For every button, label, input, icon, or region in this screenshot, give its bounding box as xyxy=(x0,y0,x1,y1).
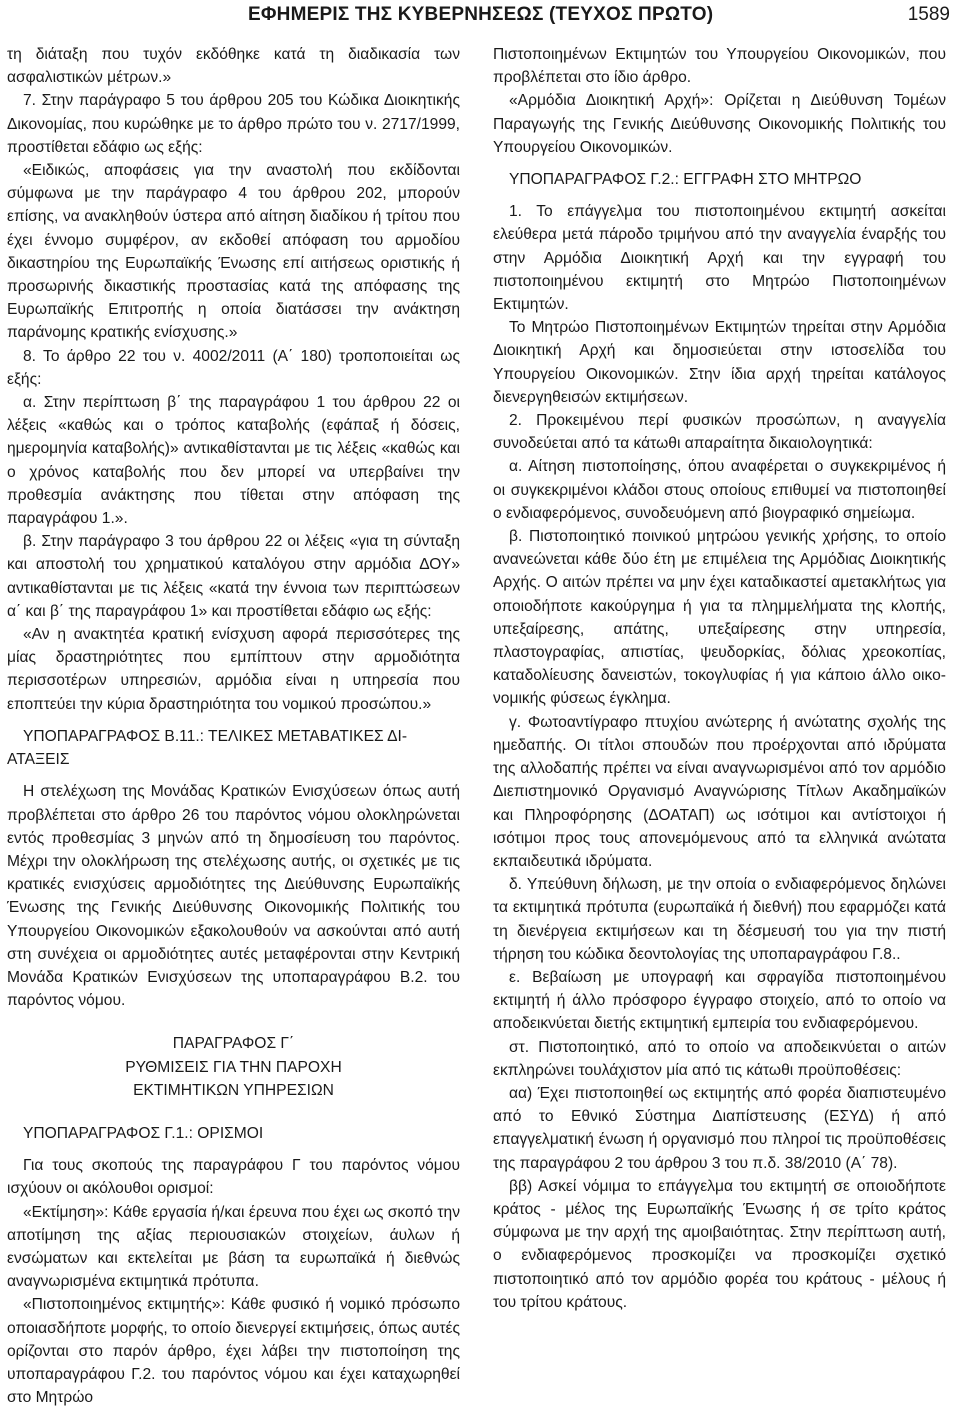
page-header xyxy=(0,0,960,40)
chapter-title: ΕΚΤΙΜΗΤΙΚΩΝ ΥΠΗΡΕΣΙΩΝ xyxy=(133,1081,334,1099)
section-heading: ΥΠΟΠΑΡΑΓΡΑΦΟΣ Γ.1.: ΟΡΙΣΜΟΙ xyxy=(23,1124,264,1142)
section-heading: ΥΠΟΠΑΡΑΓΡΑΦΟΣ Β.11.: ΤΕΛΙΚΕΣ ΜΕΤΑΒΑΤΙΚΕΣ ΔΙΑΤΑΞΕΙΣ xyxy=(7,727,408,769)
paragraph: 7. Στην παράγραφο 5 του άρθρου 205 του Κώδικα Διοικητικής Δικονομίας, που κυρώθηκε με το άρθρο πρώτο του ν. 2717/1999, προστίθεται εδάφιο ως εξής: xyxy=(7,92,460,156)
section-heading: ΥΠΟΠΑΡΑΓΡΑΦΟΣ Γ.2.: ΕΓΓΡΑΦΗ ΣΤΟ ΜΗΤΡΩΟ xyxy=(509,171,862,189)
paragraph: Η στελέχωση της Μονάδας Κρατικών Ενισχύσεων όπως αυτή προβλέπεται στο άρθρο 26 του παρόντος νόμου ολοκληρώνεται εντός προθεσμίας 3 μηνών από τη δημοσίευση του παρόντος. Μέχρι την ολοκλήρωση της στελέχωσης αυτής, οι σχετικές με τις κρατικές ενισχύσεις αρμοδιότητες της Διεύθυνσης Ευρωπαϊκής Ένωσης της Γενικής Διεύθυνσης Οικονομικής Πολιτικής του Υπουργείου Οικονομικών εξακολουθούν να ασκούνται από αυτή στη συνέχεια οι αρμοδιότητες αυτές μεταφέρονται στην Κεντρική Μονάδα Κρατικών Ενισχύσεων της υποπαραγράφου Β.2. του παρόντος νόμου. xyxy=(7,783,460,1010)
paragraph: Το Μητρώο Πιστοποιημένων Εκτιμητών τηρείται στην Αρμόδια Διοικητική Αρχή και δημοσιεύεται στην ιστοσελίδα του Υπουργείου Οικονομικών. Στην ίδια αρχή τηρείται κατάλογος διενεργηθεισών εκτιμήσεων. xyxy=(493,319,946,406)
paragraph: δ. Υπεύθυνη δήλωση, με την οποία ο ενδιαφερόμενος δηλώνει τα εκτιμητικά πρότυπα (ευρωπαϊκά ή διεθνή) που εφαρμόζει κατά τη διενέργεια εκτιμήσεων και τη δέσμευσή του για την πιστή τήρηση του κώδικα δεοντολογίας της υποπαραγράφου Γ.8.. xyxy=(493,876,946,963)
paragraph: 2. Προκειμένου περί φυσικών προσώπων, η αναγγελία συνοδεύεται από τα κάτωθι απαραίτητα δικαιολογητικά: xyxy=(493,412,946,453)
paragraph: β. Πιστοποιητικό ποινικού μητρώου γενικής χρήσης, το οποίο ανανεώνεται κάθε δύο έτη με επιμέλεια της Αρμόδιας Διοικητικής Αρχής. Ο αιτών πρέπει να μην έχει καταδικαστεί αμετακλήτως για οποιοδήποτε κακούργημα ή για τα πλημμελήματα της κλοπής, υπεξαίρεσης, απάτης, υπεξαίρεσης στην υπηρεσία, πλαστογραφίας, απιστίας, ψευδορκίας, δόλιας χρεοκοπίας, καταδολίευσης δανειστών, τοκογλυφίας ή για κάποιο άλλο οικονομικής φύσεως έγκλημα. xyxy=(493,528,946,708)
paragraph: β. Στην παράγραφο 3 του άρθρου 22 οι λέξεις «για τη σύνταξη και αποστολή του χρηματικού καταλόγου στην αρμόδια ΔΟΥ» αντικαθίστανται με τις λέξεις «κατά την έννοια των περιπτώσεων α΄ και β΄ της παραγράφου 1» και προστίθεται εδάφιο ως εξής: xyxy=(7,533,460,620)
paragraph: Πιστοποιημένων Εκτιμητών του Υπουργείου Οικονομικών, που προβλέπεται στο ίδιο άρθρο. xyxy=(493,46,946,87)
paragraph: «Αν η ανακτητέα κρατική ενίσχυση αφορά περισσότερες της μίας δραστηριότητες που εμπίπτουν στην αρμοδιότητα περισσοτέρων υπηρεσιών, αρμόδια είναι η υπηρεσία που εποπτεύει την κύρια δραστηριότητα του νομικού προσώπου.» xyxy=(7,626,460,713)
left-column xyxy=(7,43,460,1409)
paragraph: 1. Το επάγγελμα του πιστοποιημένου εκτιμητή ασκείται ελεύθερα μετά πάροδο τριμήνου από την αναγγελία έναρξής του στην Αρμόδια Διοικητική Αρχή και την εγγραφή του πιστοποιημένου εκτιμητή στο Μητρώο Πιστοποιημένων Εκτιμητών. xyxy=(493,203,946,314)
paragraph: α. Αίτηση πιστοποίησης, όπου αναφέρεται ο συγκεκριμένος ή οι συγκεκριμένοι κλάδοι στους οποίους επιθυμεί να πιστοποιηθεί ο ενδιαφερόμενος, συνοδευόμενη από βιογραφικό σημείωμα. xyxy=(493,458,946,522)
paragraph: 8. Το άρθρο 22 του ν. 4002/2011 (Α΄ 180) τροποποιείται ως εξής: xyxy=(7,347,460,388)
journal-title: ΕΦΗΜΕΡΙΣ ΤΗΣ ΚΥΒΕΡΝΗΣΕΩΣ (ΤΕΥΧΟΣ ΠΡΩΤΟ) xyxy=(248,4,714,25)
chapter-title: ΡΥΘΜΙΣΕΙΣ ΓΙΑ ΤΗΝ ΠΑΡΟΧΗ xyxy=(125,1058,342,1076)
paragraph: αα) Έχει πιστοποιηθεί ως εκτιμητής από φορέα διαπιστευμένο από το Εθνικό Σύστημα Διαπίστευσης (ΕΣΥΔ) ή από επαγγελματική ένωση ή οργανισμό που πληροί τις προϋποθέσεις της παραγράφου 2 του άρθρου 3 του π.δ. 38/2010 (Α΄ 78). xyxy=(493,1084,946,1172)
paragraph: «Αρμόδια Διοικητική Αρχή»: Ορίζεται η Διεύθυνση Τομέων Παραγωγής της Γενικής Διεύθυνσης Οικονομικής Πολιτικής του Υπουργείου Οικονομικών. xyxy=(493,92,946,156)
right-column xyxy=(493,43,946,1314)
paragraph: τη διάταξη που τυχόν εκδόθηκε κατά τη διαδικασία των ασφαλιστικών μέτρων.» xyxy=(7,46,460,87)
paragraph: ε. Βεβαίωση με υπογραφή και σφραγίδα πιστοποιημένου εκτιμητή ή άλλο πρόσφορο έγγραφο στοιχείο, από το οποίο να αποδεικνύεται διετής εκτιμητική εμπειρία του ενδιαφερόμενου. xyxy=(493,968,946,1033)
paragraph: «Ειδικώς, αποφάσεις για την αναστολή που εκδίδονται σύμφωνα με την παράγραφο 4 του άρθρου 202, μπορούν επίσης, να ανακληθούν ύστερα από αίτηση διαδίκου ή τρίτου που έχει έννομο συμφέρον, αν εκδοθεί απόφαση του αρμοδίου δικαστηρίου της Ευρωπαϊκής Ένωσης επί αιτήσεως οριστικής ή προσωρινής δικαστικής προστασίας κατά της απόφασης της Ευρωπαϊκής Επιτροπής η οποία διατάσσει την ανάκτηση παράνομης κρατικής ενίσχυσης.» xyxy=(7,162,460,342)
paragraph: α. Στην περίπτωση β΄ της παραγράφου 1 του άρθρου 22 οι λέξεις «καθώς και ο τρόπος καταβολής (εφάπαξ ή δόσεις, ημερομηνία καταβολής)» αντικαθίστανται με τις λέξεις «καθώς και ο χρόνος καταβολής που δεν μπορεί να υπερβαίνει την προθεσμία ανάκτησης που τίθεται στην απόφαση της παραγράφου 1.». xyxy=(7,394,460,528)
paragraph: «Εκτίμηση»: Κάθε εργασία ή/και έρευνα που έχει ως σκοπό την αποτίμηση της αξίας περιουσιακών στοιχείων, άυλων ή ενσώματων και εκτελείται με βάση τα ευρωπαϊκά ή διεθνώς αναγνωρισμένα εκτιμητικά πρότυπα. xyxy=(7,1203,460,1291)
paragraph: γ. Φωτοαντίγραφο πτυχίου ανώτερης ή ανώτατης σχολής της ημεδαπής. Οι τίτλοι σπουδών που προέρχονται από ιδρύματα της αλλοδαπής πρέπει να είναι αναγνωρισμένοι από τον αρμόδιο Διεπιστημονικό Οργανισμό Αναγνώρισης Τίτλων Ακαδημαϊκών και Πληροφόρησης (ΔΟΑΤΑΠ) ως ισότιμοι και αντίστοιχοι ή ισότιμοι προς τους απονεμόμενους από τα ελληνικά ανώτατα εκπαιδευτικά ιδρύματα. xyxy=(493,713,946,870)
paragraph: στ. Πιστοποιητικό, από το οποίο να αποδεικνύεται ο αιτών εκπληρώνει τουλάχιστον μία από τις κάτωθι προϋποθέσεις: xyxy=(493,1038,946,1079)
paragraph: ββ) Ασκεί νόμιμα το επάγγελμα του εκτιμητή σε οποιοδήποτε κράτος - μέλος της Ευρωπαϊκής Ένωσης ή σε τρίτο κράτος σύμφωνα με την αρχή της αμοιβαιότητας. Στην περίπτωση αυτή, ο ενδιαφερόμενος προσκομίζει να προσκομίζει σχετικό πιστοποιητικό από τον αρμόδιο φορέα του κράτους - μέλους ή του τρίτου κράτους. xyxy=(493,1177,946,1311)
page-number: 1589 xyxy=(907,4,950,25)
paragraph: Για τους σκοπούς της παραγράφου Γ του παρόντος νόμου ισχύουν οι ακόλουθοι ορισμοί: xyxy=(7,1157,460,1198)
chapter-title: ΠΑΡΑΓΡΑΦΟΣ Γ΄ xyxy=(172,1035,295,1053)
paragraph: «Πιστοποιημένος εκτιμητής»: Κάθε φυσικό ή νομικό πρόσωπο οποιασδήποτε μορφής, το οποίο διενεργεί εκτιμήσεις, όπως αυτές ορίζονται στο παρόν άρθρο, έχει λάβει την πιστοποίηση της υποπαραγράφου Γ.2. του παρόντος νόμου και έχει καταχωρηθεί στο Μητρώο xyxy=(7,1296,460,1407)
